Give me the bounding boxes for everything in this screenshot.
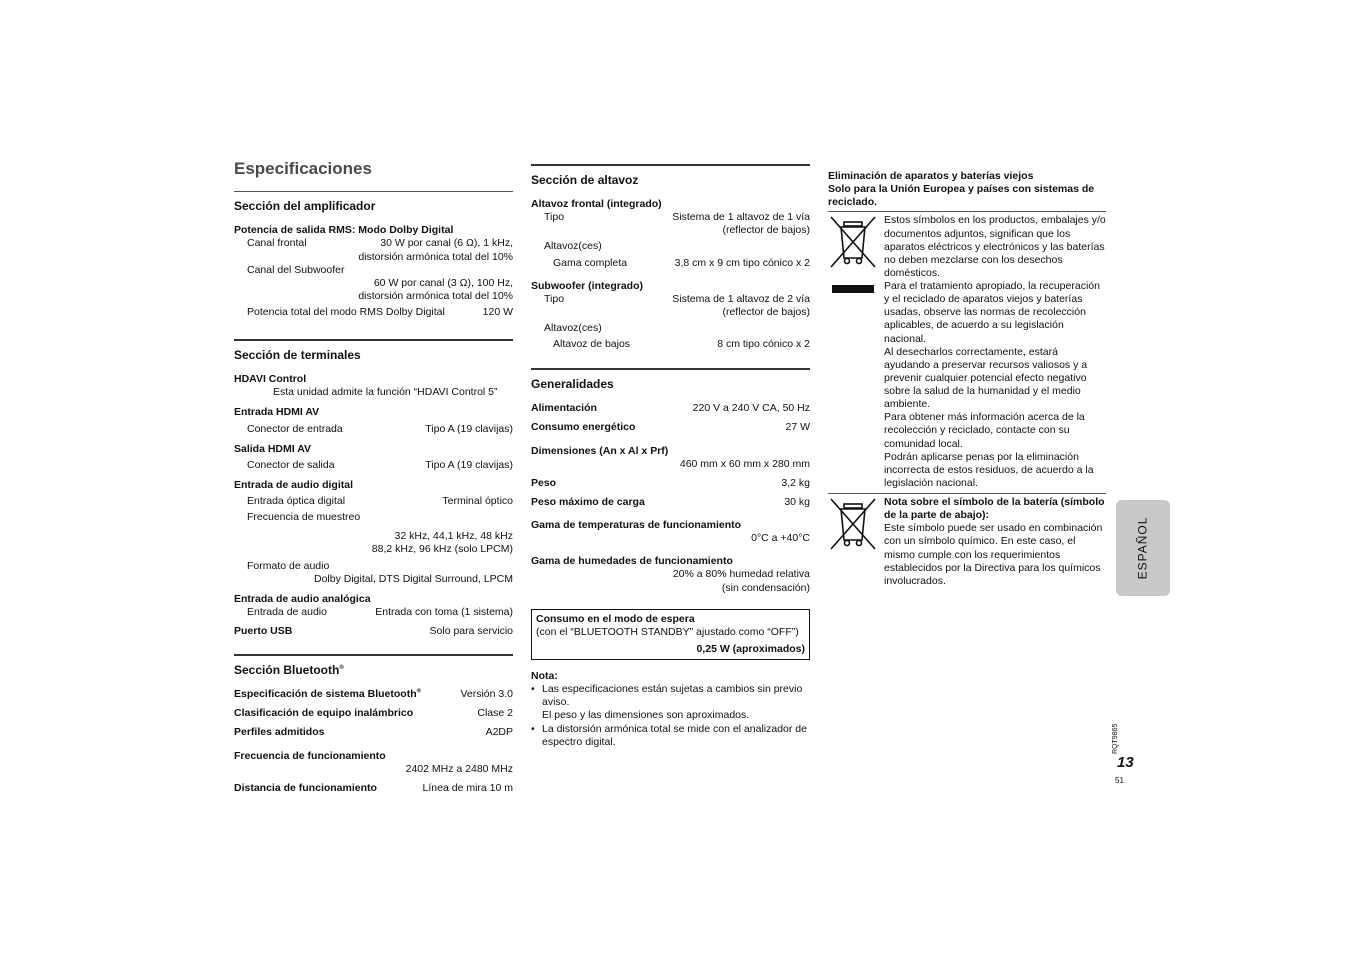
crossed-bin-icon	[828, 214, 878, 270]
spec-key: Peso máximo de carga	[531, 495, 645, 508]
spec-label: Gama de temperaturas de funcionamiento	[531, 519, 742, 531]
column-middle	[531, 164, 810, 749]
divider	[234, 191, 513, 192]
spec-value: 88,2 kHz, 96 kHz (solo LPCM)	[371, 543, 513, 556]
spec-value: Dolby Digital, DTS Digital Surround, LPCM	[314, 572, 513, 585]
spec-row	[234, 495, 513, 508]
spec-row	[531, 338, 810, 351]
spec-value: 8 cm tipo cónico x 2	[717, 338, 810, 351]
spec-key: Tipo	[544, 211, 565, 224]
battery-bin-icon	[828, 496, 878, 552]
spec-value: Sistema de 1 altavoz de 1 vía	[672, 211, 810, 224]
spec-value: 30 W por canal (6 Ω), 1 kHz,	[380, 237, 513, 250]
bluetooth-heading: Sección Bluetooth®	[234, 663, 344, 678]
spec-row	[234, 726, 513, 739]
spec-row	[234, 459, 513, 472]
spec-value: 27 W	[785, 421, 810, 434]
spec-value: Solo para servicio	[429, 625, 513, 637]
spec-key: Altavoz de bajos	[553, 338, 631, 351]
spec-row	[234, 782, 513, 795]
spec-value: 460 mm x 60 mm x 280 mm	[679, 457, 810, 470]
spec-row	[234, 625, 513, 638]
spec-value: 30 kg	[784, 495, 810, 508]
spec-key: Distancia de funcionamiento	[234, 781, 377, 794]
spec-key: Puerto USB	[234, 625, 293, 637]
spec-key: Altavoz(ces)	[544, 240, 602, 253]
spec-row	[234, 237, 513, 250]
spec-value: (sin condensación)	[721, 581, 810, 594]
spec-value: 20% a 80% humedad relativa	[672, 568, 810, 581]
spec-row	[531, 293, 810, 306]
spec-row	[531, 257, 810, 270]
standby-text: (con el “BLUETOOTH STANDBY” ajustado como “OFF”)	[536, 625, 799, 638]
spec-key: Frecuencia de muestreo	[247, 511, 361, 524]
spec-value: A2DP	[485, 726, 513, 739]
language-tab: ESPAÑOL	[1116, 500, 1170, 596]
disposal-paragraph: Podrán aplicarse penas por la eliminación incorrecta de estos residuos, de acuerdo a la legislación nacional.	[884, 450, 1094, 489]
spec-row	[531, 496, 810, 509]
spec-row	[234, 306, 513, 319]
disposal-paragraph: Para el tratamiento apropiado, la recuperación y el reciclado de aparatos viejos y baterías usadas, observe las normas de recolección aplicables, de acuerdo a su legislación nacional.	[884, 280, 1100, 345]
spec-value: 220 V a 240 V CA, 50 Hz	[692, 402, 810, 415]
spec-key: Conector de entrada	[247, 422, 343, 435]
standby-value: 0,25 W (aproximados)	[696, 642, 805, 655]
spec-key: Consumo energético	[531, 421, 636, 434]
spec-row	[234, 688, 513, 701]
spec-row	[531, 211, 810, 224]
spec-key: Conector de salida	[247, 458, 335, 471]
spec-row	[531, 477, 810, 490]
spec-label: Altavoz frontal (integrado)	[531, 198, 662, 210]
spec-key: Canal del Subwoofer	[247, 263, 345, 276]
page-title: Especificaciones	[234, 159, 372, 178]
disposal-paragraph: Estos símbolos en los productos, embalajes y/o documentos adjuntos, significan que los aparatos eléctricos y electrónicos y las baterías no deben mezclarse con los desechos domésticos.	[884, 214, 1106, 279]
disposal-title: Eliminación de aparatos y baterías viejos	[828, 170, 1034, 182]
note-label: Nota:	[531, 670, 558, 682]
spec-label: Frecuencia de funcionamiento	[234, 749, 386, 762]
spec-value: 3,2 kg	[781, 476, 810, 489]
spec-key: Clasificación de equipo inalámbrico	[234, 707, 414, 720]
page-code: RQT9865	[1112, 723, 1119, 754]
spec-value: 120 W	[482, 306, 513, 318]
spec-value: distorsión armónica total del 10%	[358, 289, 513, 302]
spec-key: Altavoz(ces)	[544, 322, 602, 334]
spec-label: HDAVI Control	[234, 373, 307, 386]
spec-key: Especificación de sistema Bluetooth®	[234, 688, 422, 701]
amp-rms-label: Potencia de salida RMS: Modo Dolby Digital	[234, 224, 454, 237]
disposal-subtitle: Solo para la Unión Europea y países con sistemas de reciclado.	[828, 183, 1095, 209]
divider	[828, 493, 1106, 494]
spec-key: Potencia total del modo RMS Dolby Digital	[247, 306, 445, 318]
spec-value: 32 kHz, 44,1 kHz, 48 kHz	[394, 530, 513, 543]
spec-key: Tipo	[544, 292, 565, 305]
page-small-number: 51	[1115, 776, 1124, 785]
spec-value: Versión 3.0	[460, 688, 513, 701]
spec-value: Sistema de 1 altavoz de 2 vía	[672, 292, 810, 305]
spec-label: Dimensiones (An x Al x Prf)	[531, 444, 669, 457]
divider	[531, 164, 810, 166]
spec-row	[531, 421, 810, 434]
disposal-paragraph: Al desecharlos correctamente, estará ayudando a preservar recursos valiosos y a prevenir cualquier potencial efecto negativo sobre la salud de la humanidad y el medio ambiente.	[884, 345, 1088, 411]
note-item: • Las especificaciones están sujetas a cambios sin previo aviso. El peso y las dimensiones son aproximados.	[531, 683, 803, 722]
spec-label: Entrada de audio digital	[234, 478, 354, 491]
note-item: • La distorsión armónica total se mide con el analizador de espectro digital.	[531, 722, 807, 748]
spec-value: (reflector de bajos)	[722, 224, 810, 237]
speaker-heading: Sección de altavoz	[531, 173, 639, 187]
spec-value: 2402 MHz a 2480 MHz	[405, 762, 513, 775]
spec-value: 60 W por canal (3 Ω), 100 Hz,	[373, 276, 513, 289]
spec-label: Subwoofer (integrado)	[531, 279, 643, 292]
spec-row	[234, 606, 513, 619]
divider	[234, 339, 513, 341]
spec-value: 0°C a +40°C	[751, 532, 810, 545]
column-left	[234, 158, 513, 795]
column-right	[828, 170, 1106, 588]
spec-value: Línea de mira 10 m	[422, 781, 513, 794]
spec-row	[531, 402, 810, 415]
spec-key: Alimentación	[531, 402, 597, 415]
spec-label: Salida HDMI AV	[234, 442, 312, 455]
spec-label: Entrada HDMI AV	[234, 406, 320, 419]
standby-title: Consumo en el modo de espera	[536, 612, 695, 625]
spec-value: Tipo A (19 clavijas)	[425, 458, 513, 471]
spec-label: Gama de humedades de funcionamiento	[531, 555, 733, 568]
divider	[234, 654, 513, 656]
spec-key: Entrada de audio	[247, 605, 327, 618]
spec-value: Entrada con toma (1 sistema)	[375, 605, 513, 618]
spec-value: Terminal óptico	[442, 495, 513, 507]
standby-box	[531, 609, 810, 660]
spec-value: (reflector de bajos)	[722, 305, 810, 318]
spec-value: Tipo A (19 clavijas)	[425, 422, 513, 435]
spec-value: Clase 2	[477, 707, 513, 720]
divider	[531, 368, 810, 370]
spec-key: Peso	[531, 476, 557, 489]
spec-key: Canal frontal	[247, 237, 307, 250]
page-number: 13	[1117, 754, 1134, 771]
battery-note-title: Nota sobre el símbolo de la batería (símbolo de la parte de abajo):	[884, 496, 1105, 522]
spec-row	[234, 423, 513, 436]
spec-label: Entrada de audio analógica	[234, 592, 371, 605]
spec-value: Esta unidad admite la función “HDAVI Control 5”	[273, 386, 498, 399]
amp-heading: Sección del amplificador	[234, 199, 376, 214]
spec-key: Formato de audio	[247, 559, 330, 572]
spec-key: Perfiles admitidos	[234, 726, 325, 739]
battery-note-text: Este símbolo puede ser usado en combinación con un símbolo químico. En este caso, el mismo cumple con los requerimientos establecidos por la Directiva para los químicos involucrados.	[884, 522, 1103, 587]
general-heading: Generalidades	[531, 377, 614, 392]
spec-key: Entrada óptica digital	[247, 495, 346, 507]
black-bar-icon	[832, 285, 874, 293]
spec-key: Gama completa	[553, 256, 628, 269]
disposal-paragraph: Para obtener más información acerca de la recolección y reciclado, contacte con su comunidad local.	[884, 411, 1085, 450]
spec-value: 3,8 cm x 9 cm tipo cónico x 2	[674, 256, 810, 269]
terminals-heading: Sección de terminales	[234, 348, 361, 363]
spec-value: distorsión armónica total del 10%	[358, 250, 513, 263]
divider	[828, 211, 1106, 212]
spec-row	[234, 707, 513, 720]
